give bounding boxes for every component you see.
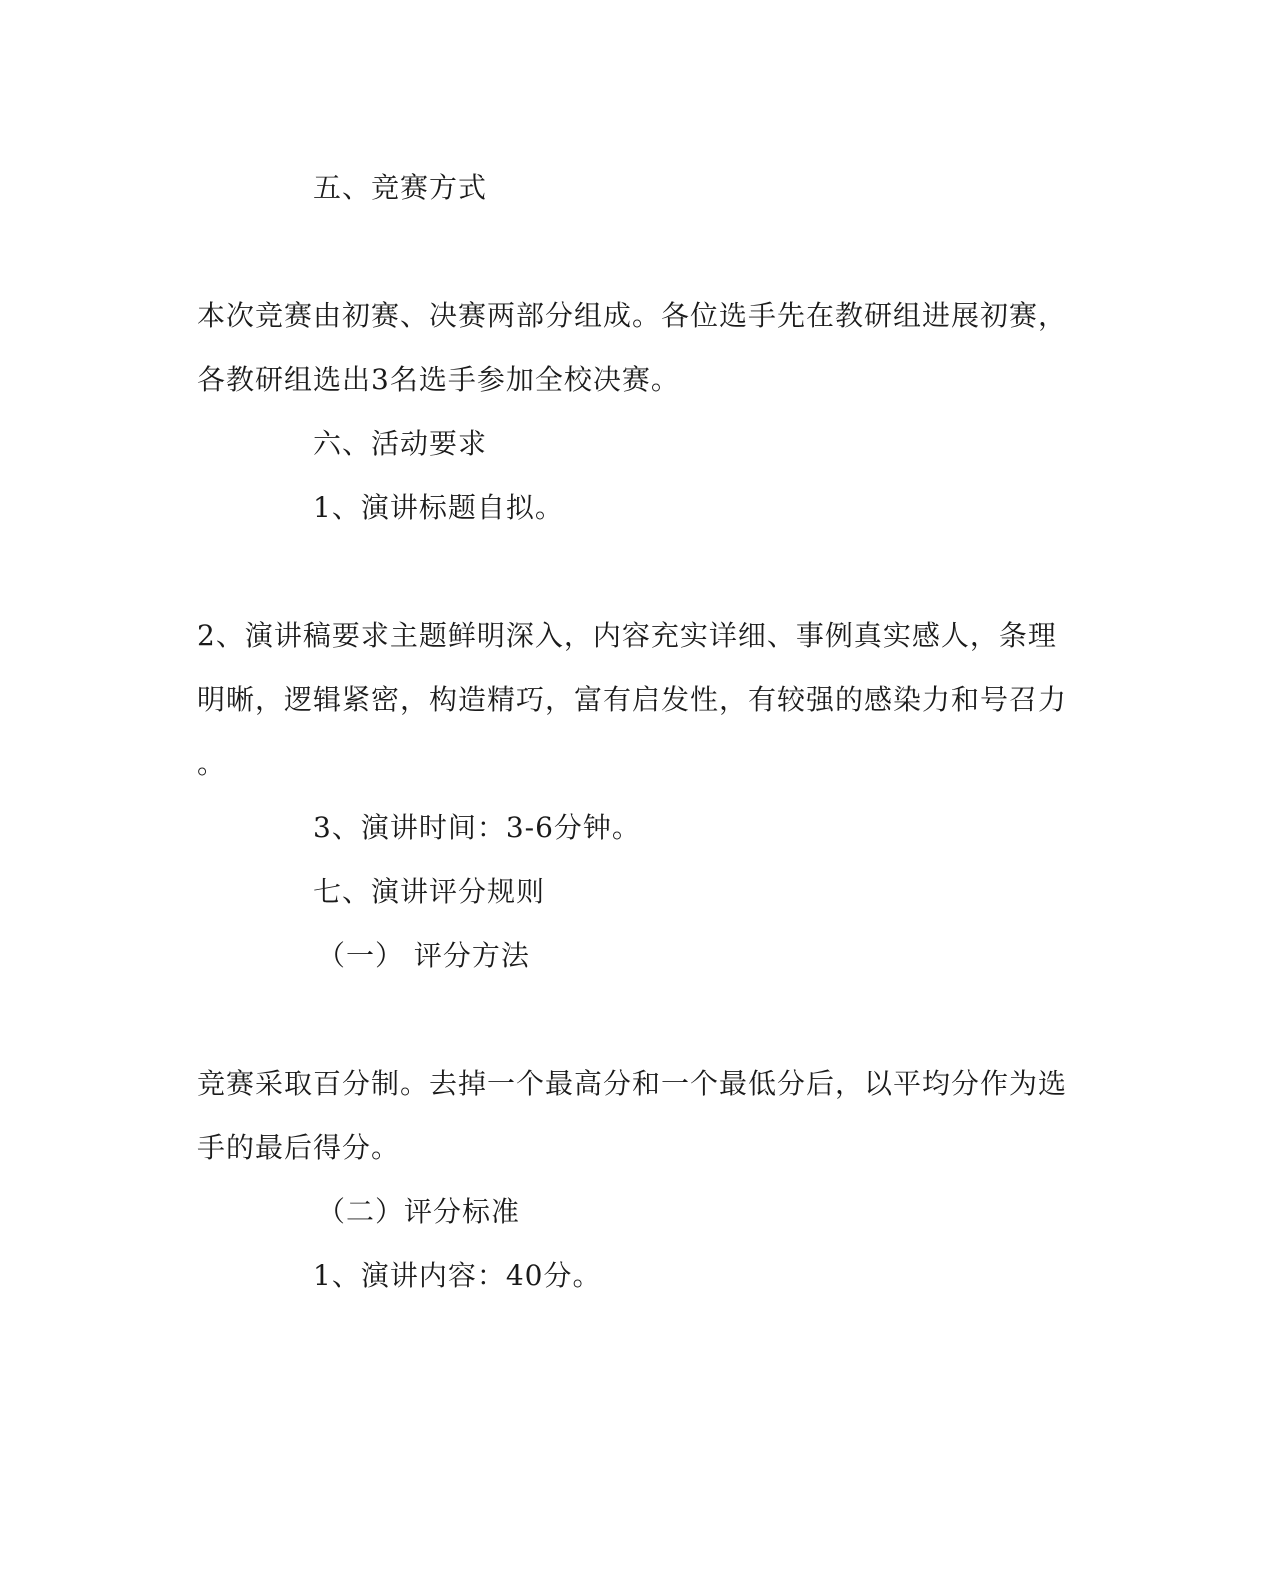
paragraph-line: 各教研组选出3名选手参加全校决赛。 bbox=[197, 363, 680, 396]
paragraph-line: 明晰，逻辑紧密，构造精巧，富有启发性，有较强的感染力和号召力 bbox=[197, 683, 1068, 716]
section-heading-activity-requirements: 六、活动要求 bbox=[313, 427, 488, 460]
section-heading-scoring-rules: 七、演讲评分规则 bbox=[313, 875, 546, 908]
paragraph-line: 手的最后得分。 bbox=[197, 1131, 401, 1164]
paragraph-line: 竞赛采取百分制。去掉一个最高分和一个最低分后，以平均分作为选 bbox=[197, 1067, 1068, 1100]
subheading-scoring-method: （一） 评分方法 bbox=[317, 939, 530, 972]
paragraph-line: 。 bbox=[197, 747, 227, 780]
list-item: 1、演讲标题自拟。 bbox=[313, 491, 564, 524]
subheading-scoring-criteria: （二）评分标准 bbox=[317, 1195, 521, 1228]
section-heading-competition-format: 五、竞赛方式 bbox=[313, 171, 488, 204]
list-item: 1、演讲内容：40分。 bbox=[313, 1259, 602, 1292]
paragraph-line: 2、演讲稿要求主题鲜明深入，内容充实详细、事例真实感人，条理 bbox=[197, 619, 1057, 652]
paragraph-line: 本次竞赛由初赛、决赛两部分组成。各位选手先在教研组进展初赛， bbox=[197, 299, 1068, 332]
list-item: 3、演讲时间：3-6分钟。 bbox=[313, 811, 641, 844]
